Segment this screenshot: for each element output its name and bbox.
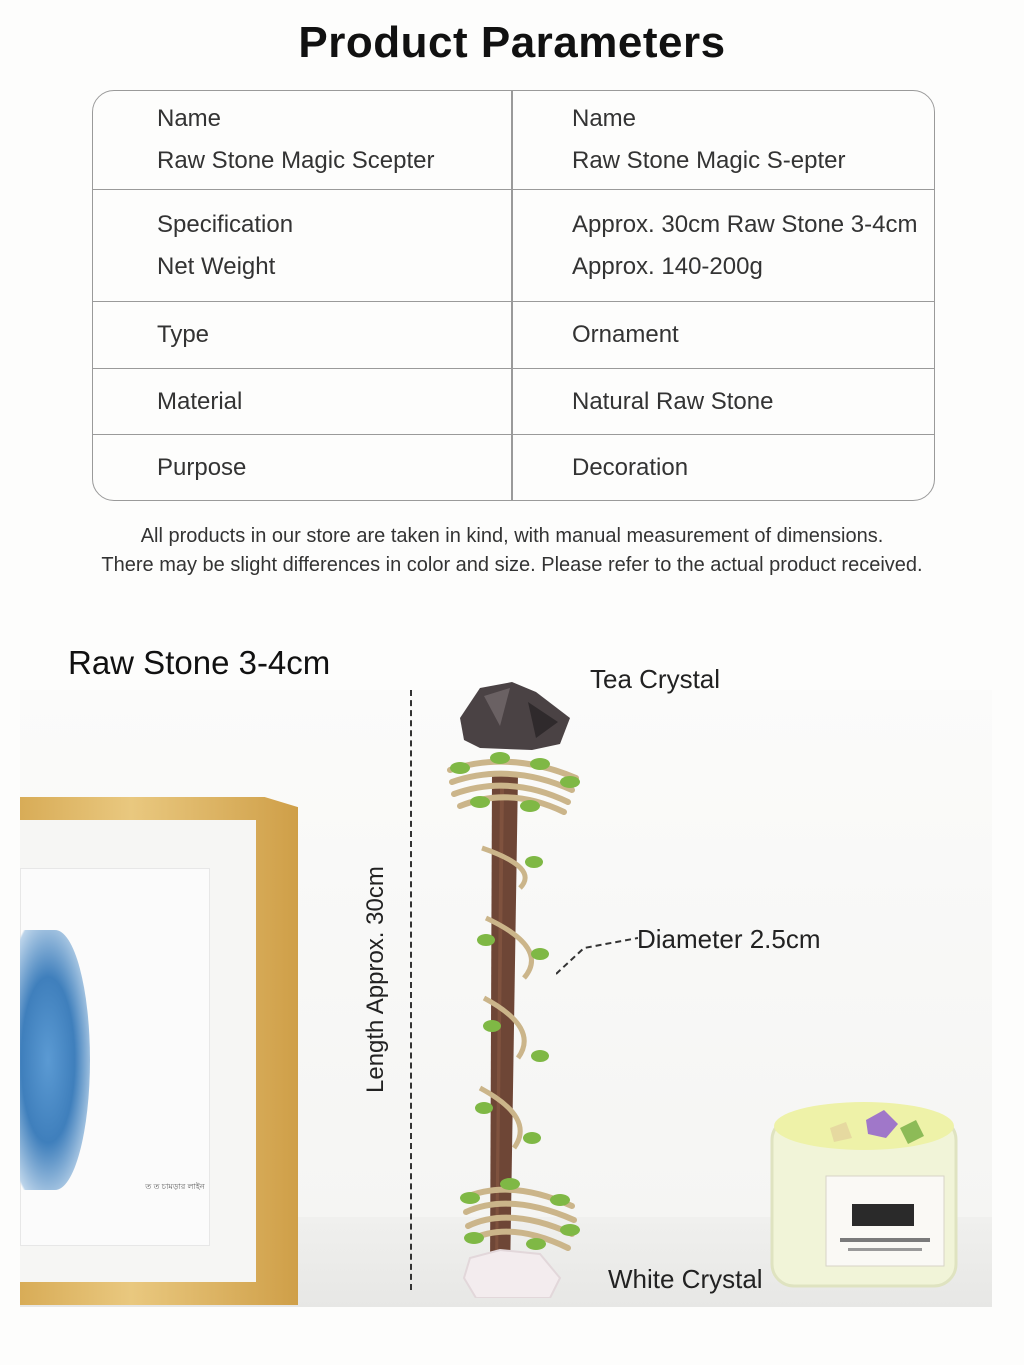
param-value: Ornament	[572, 321, 679, 348]
param-value-cell	[572, 435, 932, 500]
magic-scepter-image	[440, 678, 590, 1298]
param-value: Approx. 30cm Raw Stone 3-4cm	[572, 210, 918, 238]
length-dimension-line	[410, 690, 412, 1290]
param-label-cell	[157, 302, 507, 368]
artwork-caption: ত ত চামড়ার লাইন	[145, 1182, 205, 1191]
table-row	[93, 435, 934, 500]
param-value: Name	[572, 105, 637, 132]
raw-stone-size-heading: Raw Stone 3-4cm	[68, 644, 331, 681]
param-value-cell	[572, 190, 932, 301]
candle-label-text-line	[848, 1248, 922, 1251]
candle-jar-image	[768, 1098, 960, 1290]
disclaimer-line: All products in our store are taken in kind, with manual measurement of dimensions.	[140, 525, 884, 547]
param-label-cell	[157, 435, 507, 500]
disclaimer-note	[0, 522, 1024, 580]
diameter-label: Diameter 2.5cm	[637, 924, 821, 954]
param-label-cell	[157, 190, 507, 301]
table-row	[93, 302, 934, 369]
param-value: Decoration	[572, 453, 689, 481]
param-label: Net Weight	[157, 252, 276, 280]
param-value-cell	[572, 302, 932, 368]
tea-crystal-label: Tea Crystal	[590, 664, 721, 694]
param-label-cell	[157, 369, 507, 434]
param-label: Raw Stone Magic Scepter	[157, 147, 435, 174]
disclaimer-line: There may be slight differences in color and size. Please refer to the actual product received.	[101, 554, 923, 576]
param-value-cell	[572, 369, 932, 434]
white-crystal-stone	[464, 1250, 560, 1298]
candle-label-logo	[852, 1204, 914, 1226]
tea-crystal-stone	[460, 682, 570, 750]
blue-artwork-shape	[20, 930, 90, 1190]
param-value: Natural Raw Stone	[572, 387, 774, 415]
param-label: Specification	[157, 210, 294, 238]
param-value: Approx. 140-200g	[572, 252, 763, 280]
table-row	[93, 91, 934, 190]
white-crystal-label: White Crystal	[608, 1264, 763, 1294]
param-label: Type	[157, 321, 210, 348]
param-label: Purpose	[157, 453, 247, 481]
table-row	[93, 190, 934, 302]
param-label-cell	[157, 91, 507, 189]
product-photo	[0, 600, 1024, 1365]
table-row	[93, 369, 934, 435]
candle-label-text-line	[840, 1238, 930, 1242]
diameter-leader-line	[556, 936, 638, 976]
param-value-cell	[572, 91, 932, 189]
length-label: Length Approx. 30cm	[362, 866, 389, 1093]
param-value: Raw Stone Magic S-epter	[572, 147, 846, 174]
param-label: Name	[157, 105, 222, 132]
candle-wax-top	[774, 1102, 954, 1150]
parameter-table	[92, 90, 935, 501]
page-title: Product Parameters	[298, 18, 726, 67]
param-label: Material	[157, 387, 243, 415]
